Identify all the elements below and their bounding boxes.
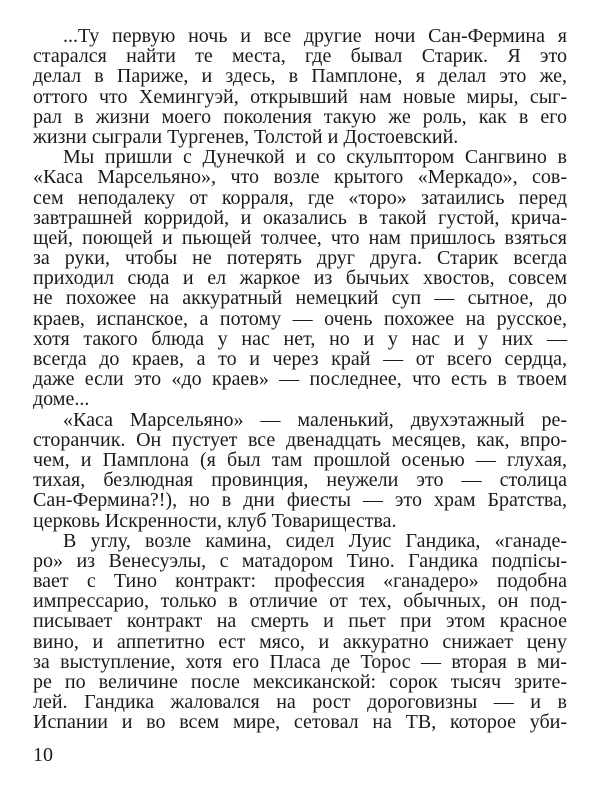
text-line: вино, и аппетитно ест мясо, и аккуратно снижает цену <box>33 630 567 653</box>
text-line: лей. Гандика жаловался на рост дороговизны — и в <box>33 691 567 714</box>
text-line: импрессарио, только в отличие от тех, обычных, он под- <box>33 590 567 613</box>
text-line: «Каса Марсельяно» — маленький, двухэтажный ре- <box>63 408 567 431</box>
text-line: не похожее на аккуратный немецкий суп — сытное, до <box>33 287 567 310</box>
text-line: ре по величине после мексиканской: сорок тысяч зрите- <box>33 671 567 693</box>
text-line: за выступление, хотя его Пласа де Торос — вторая в ми- <box>33 650 567 673</box>
text-line: всегда до краев, а то и через край — от всего сердца, <box>33 348 567 370</box>
text-line: даже если это «до краев» — последнее, что есть в твоем <box>33 368 567 391</box>
text-line: Испании и во всем мире, сетовал на ТВ, которое уби- <box>33 711 567 734</box>
text-line: «Каса Марсельяно», что возле крытого «Меркадо», сов- <box>33 166 567 189</box>
text-line: хотя такого блюда у нас нет, но и у нас и у них — <box>33 327 567 350</box>
text-line: тихая, безлюдная провинция, неужели это — столица <box>33 469 567 492</box>
paragraph <box>33 147 567 409</box>
text-line: за руки, чтобы не потерять друг друга. Старик всегда <box>33 247 567 270</box>
text-line: Мы пришли с Дунечкой и со скульптором Сангвино в <box>63 146 567 169</box>
text-line: ро» из Венесуэлы, с матадором Тино. Гандика подпісы- <box>33 549 567 572</box>
text-line: приходил сюда и ел жаркое из бычьих хвостов, совсем <box>33 267 567 290</box>
text-line: оттого что Хемингуэй, открывший нам новые миры, сыг- <box>33 85 567 108</box>
text-line: сем неподалеку от корраля, где «торо» затаились перед <box>33 186 567 209</box>
paragraph <box>33 26 567 147</box>
text-line: церковь Искренности, клуб Товарищества. <box>33 509 397 532</box>
text-line: старался найти те места, где бывал Старик. Я это <box>33 45 567 68</box>
text-line: делал в Париже, и здесь, в Памплоне, я делал это же, <box>33 65 567 88</box>
text-line: вает с Тино контракт: профессия «ганадеро» подобна <box>33 570 567 593</box>
paragraph <box>33 531 567 733</box>
text-line: ...Ту первую ночь и все другие ночи Сан-Фермина я <box>63 25 567 47</box>
book-page-text <box>33 26 567 733</box>
text-line: краев, испанское, а потому — очень похожее на русское, <box>33 307 567 330</box>
text-line: завтрашней корридой, и оказались в такой густой, крича- <box>33 206 567 229</box>
text-line: чем, и Памплона (я был там прошлой осенью — глухая, <box>33 448 567 471</box>
text-line: щей, поющей и пьющей толчее, что нам пришлось взяться <box>33 226 567 249</box>
text-line: рал в жизни моего поколения такую же роль, как в его <box>33 105 567 128</box>
text-line: писывает контракт на смерть и пьет при этом красное <box>33 610 567 633</box>
text-line: Сан-Фермина?!), но в дни фиесты — это храм Братства, <box>33 489 567 512</box>
text-line: доме... <box>33 388 90 411</box>
text-line: В углу, возле камина, сидел Луис Гандика, «ганаде- <box>63 529 567 552</box>
page-number: 10 <box>33 744 53 766</box>
text-line: сторанчик. Он пустует все двенадцать месяцев, как, впро- <box>33 428 567 451</box>
paragraph <box>33 410 567 531</box>
text-line: жизни сыграли Тургенев, Толстой и Достоевский. <box>33 125 459 148</box>
